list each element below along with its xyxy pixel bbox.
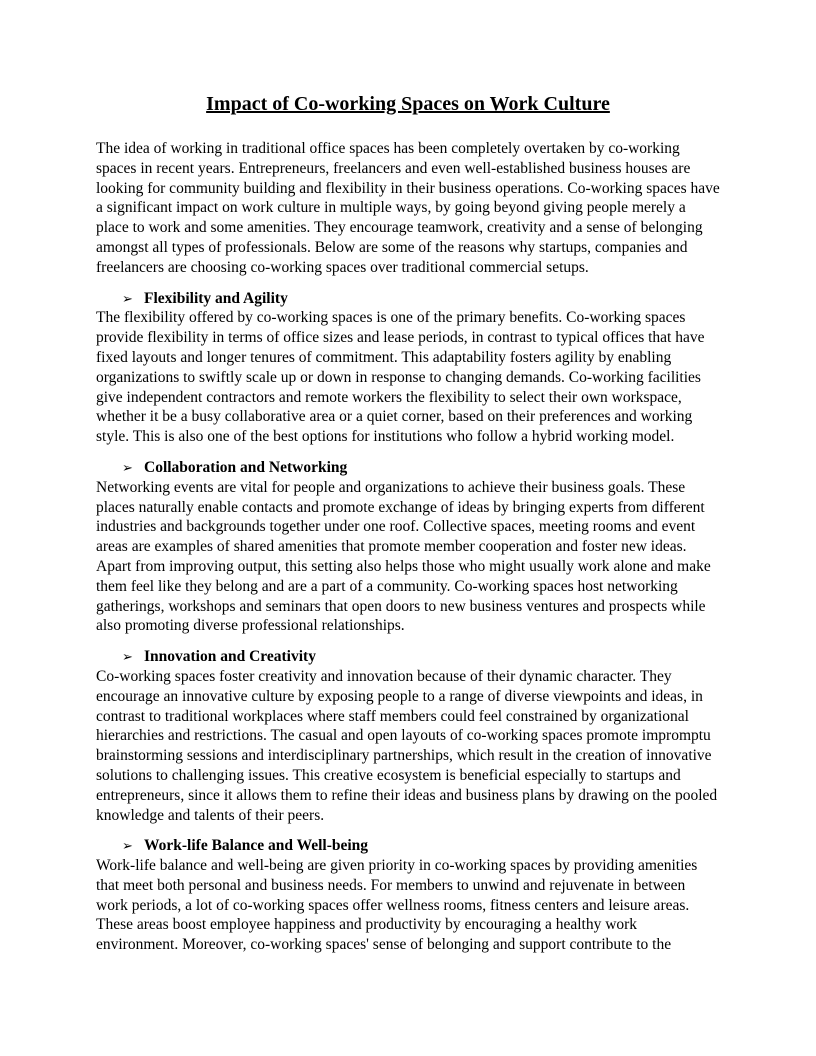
section-work-life-balance bbox=[96, 836, 720, 955]
section-body: The flexibility offered by co-working spaces is one of the primary benefits. Co-working spaces provide flexibility in terms of office sizes and lease periods, in contrast to typical offices that have fixed layouts and longer tenures of commitment. This adaptability fosters agility by enabling organizations to swiftly scale up or down in response to changing demands. Co-working facilities give independent contractors and remote workers the flexibility to select their own workspace, whether it be a busy collaborative area or a quiet corner, based on their preferences and working style. This is also one of the best options for institutions who follow a hybrid working model. bbox=[96, 309, 705, 446]
section-flexibility bbox=[96, 289, 720, 447]
document-title: Impact of Co-working Spaces on Work Culture bbox=[206, 93, 610, 115]
section-body: Co-working spaces foster creativity and innovation because of their dynamic character. They encourage an innovative culture by exposing people to a range of diverse viewpoints and ideas, in contrast to traditional workplaces where staff members could feel constrained by organizational hierarchies and restrictions. The casual and open layouts of co-working spaces promote impromptu brainstorming sessions and interdisciplinary partnerships, which result in the creation of innovative solutions to challenging issues. This creative ecosystem is beneficial especially to startups and entrepreneurs, since it allows them to refine their ideas and business plans by drawing on the pooled knowledge and talents of their peers. bbox=[96, 667, 718, 824]
section-heading-label: Work-life Balance and Well-being bbox=[144, 837, 369, 855]
section-collaboration bbox=[96, 458, 720, 636]
section-body: Networking events are vital for people and organizations to achieve their business goals. These places naturally enable contacts and promote exchange of ideas by bringing experts from different industries and backgrounds together under one roof. Collective spaces, meeting rooms and event areas are examples of shared amenities that promote member cooperation and foster new ideas. Apart from improving output, this setting also helps those who might usually work alone and make them feel like they belong and are a part of a community. Co-working spaces host networking gatherings, workshops and seminars that open doors to new business ventures and prospects while also promoting diverse professional relationships. bbox=[96, 478, 711, 635]
section-body: Work-life balance and well-being are given priority in co-working spaces by providing amenities that meet both personal and business needs. For members to unwind and rejuvenate in between work periods, a lot of co-working spaces offer wellness rooms, fitness centers and leisure areas. These areas boost employee happiness and productivity by encouraging a healthy work environment. Moreover, co-working spaces' sense of belonging and support contribute to the bbox=[96, 857, 698, 954]
section-heading bbox=[96, 647, 720, 667]
arrow-bullet-icon: ➢ bbox=[122, 290, 133, 306]
section-heading bbox=[96, 458, 720, 478]
section-heading-label: Collaboration and Networking bbox=[144, 458, 348, 476]
section-heading-label: Innovation and Creativity bbox=[144, 648, 316, 666]
section-heading-label: Flexibility and Agility bbox=[144, 289, 288, 307]
arrow-bullet-icon: ➢ bbox=[122, 459, 133, 475]
arrow-bullet-icon: ➢ bbox=[122, 649, 133, 665]
arrow-bullet-icon: ➢ bbox=[122, 838, 133, 854]
intro-paragraph: The idea of working in traditional office spaces has been completely overtaken by co-working spaces in recent years. Entrepreneurs, freelancers and even well-established business houses are looking for community building and flexibility in their business operations. Co-working spaces have a significant impact on work culture in multiple ways, by going beyond giving people merely a place to work and some amenities. They encourage teamwork, creativity and a sense of belonging amongst all types of professionals. Below are some of the reasons why startups, companies and freelancers are choosing co-working spaces over traditional commercial setups. bbox=[96, 140, 720, 276]
section-innovation bbox=[96, 647, 720, 825]
section-heading bbox=[96, 289, 720, 309]
section-heading bbox=[96, 836, 720, 856]
